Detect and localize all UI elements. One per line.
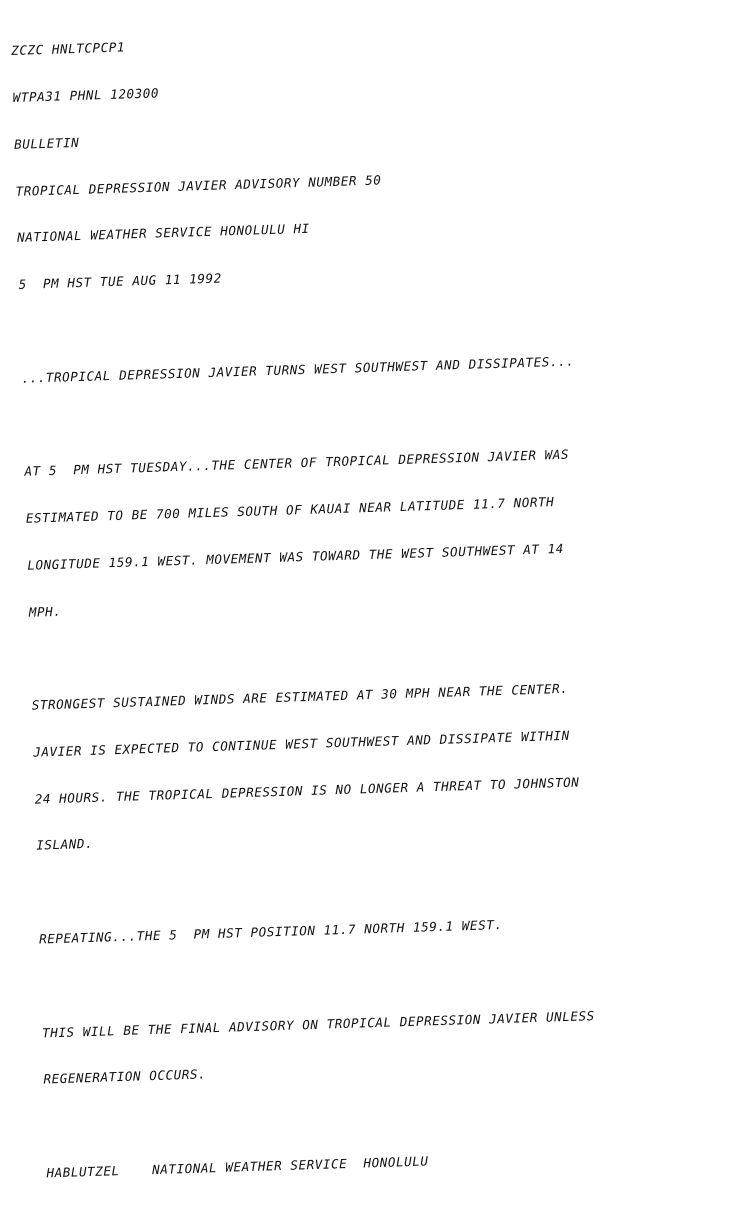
blank-line xyxy=(37,863,737,901)
blank-line xyxy=(30,629,730,667)
blank-line xyxy=(45,1097,745,1135)
headline: ...TROPICAL DEPRESSION JAVIER TURNS WEST SOUTHWEST AND DISSIPATES... xyxy=(21,353,575,386)
para3-line-1: REPEATING...THE 5 PM HST POSITION 11.7 NORTH 159.1 WEST. xyxy=(38,917,503,947)
para1-line-2: ESTIMATED TO BE 700 MILES SOUTH OF KAUAI NEAR LATITUDE 11.7 NORTH xyxy=(25,494,555,526)
blank-line xyxy=(40,956,740,994)
issue-time: 5 PM HST TUE AUG 11 1992 xyxy=(18,270,223,292)
para1-line-3: LONGITUDE 159.1 WEST. MOVEMENT WAS TOWARD THE WEST SOUTHWEST AT 14 xyxy=(27,540,565,573)
header-line-3: BULLETIN xyxy=(13,134,80,152)
para1-line-4: MPH. xyxy=(28,603,62,620)
signature-line: HABLUTZEL NATIONAL WEATHER SERVICE HONOLULU xyxy=(46,1153,429,1181)
header-line-2: WTPA31 PHNL 120300 xyxy=(12,85,160,105)
para2-line-4: ISLAND. xyxy=(35,836,94,854)
blank-line xyxy=(23,395,723,433)
advisory-text-block xyxy=(10,0,747,1212)
para2-line-2: JAVIER IS EXPECTED TO CONTINUE WEST SOUTHWEST AND DISSIPATE WITHIN xyxy=(33,727,570,760)
advisory-title: TROPICAL DEPRESSION JAVIER ADVISORY NUMBER 50 xyxy=(15,171,382,199)
header-line-1: ZCZC HNLTCPCP1 xyxy=(10,39,126,59)
para2-line-1: STRONGEST SUSTAINED WINDS ARE ESTIMATED AT 30 MPH NEAR THE CENTER. xyxy=(31,680,569,713)
para4-line-2: REGENERATION OCCURS. xyxy=(43,1066,207,1087)
issuing-office: NATIONAL WEATHER SERVICE HONOLULU HI xyxy=(16,221,310,246)
para2-line-3: 24 HOURS. THE TROPICAL DEPRESSION IS NO LONGER A THREAT TO JOHNSTON xyxy=(34,774,580,807)
blank-line xyxy=(20,302,720,340)
para1-line-1: AT 5 PM HST TUESDAY...THE CENTER OF TROPICAL DEPRESSION JAVIER WAS xyxy=(24,446,570,479)
para4-line-1: THIS WILL BE THE FINAL ADVISORY ON TROPICAL DEPRESSION JAVIER UNLESS xyxy=(41,1007,596,1041)
